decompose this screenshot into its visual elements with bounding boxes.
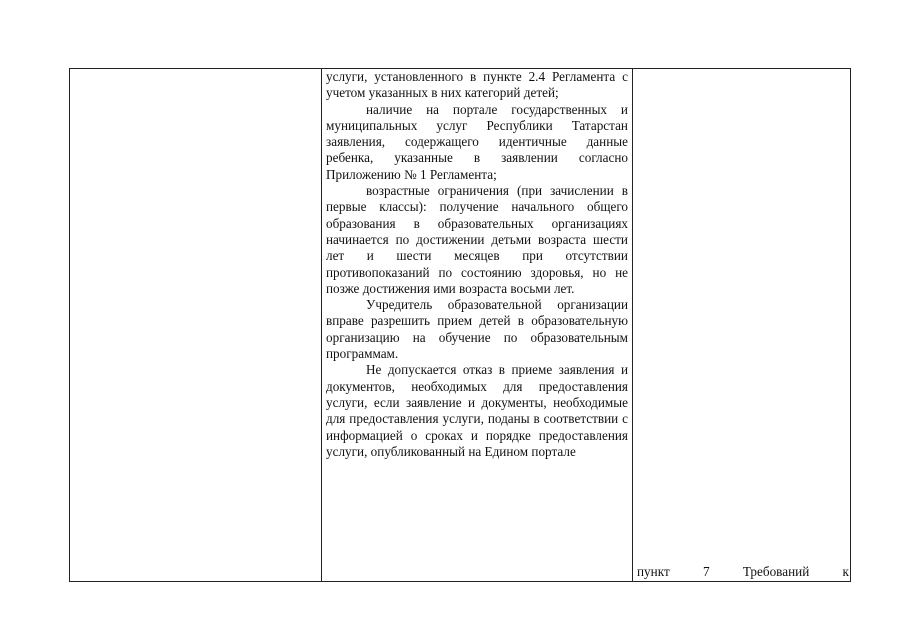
right-word: пункт bbox=[637, 564, 670, 579]
right-word: к bbox=[842, 564, 849, 579]
paragraph-continuation: услуги, установленного в пункте 2.4 Регламента с учетом указанных в них категорий детей; bbox=[326, 69, 628, 101]
right-column-text bbox=[637, 564, 849, 580]
column-divider-right bbox=[632, 69, 633, 581]
paragraph-founder-permission: Учредитель образовательной организации вправе разрешить прием детей в образовательную организацию на обучение по образовательным программам. bbox=[326, 297, 628, 362]
paragraph-portal-application: наличие на портале государственных и муниципальных услуг Республики Татарстан заявления, содержащего идентичные данные ребенка, указанные в заявлении согласно Приложению № 1 Регламента; bbox=[326, 101, 628, 182]
column-divider-left bbox=[321, 69, 322, 581]
right-word: Требований bbox=[742, 564, 810, 579]
paragraph-age-restrictions: возрастные ограничения (при зачислении в первые классы): получение начального общего образования в образовательных организациях начинается по достижении детьми возраста шести лет и шести месяцев при отсутствии противопоказаний по состоянию здоровья, но не позже достижения ими возраста восьми лет. bbox=[326, 183, 628, 296]
middle-column-text bbox=[326, 69, 628, 460]
document-table bbox=[69, 68, 851, 582]
paragraph-refusal-prohibition: Не допускается отказ в приеме заявления и документов, необходимых для предоставления услуги, если заявление и документы, необходимые для предоставления услуги, поданы в соответствии с информацией о сроках и порядке предоставления услуги, опубликованный на Едином портале bbox=[326, 362, 628, 459]
right-word: 7 bbox=[703, 564, 710, 579]
